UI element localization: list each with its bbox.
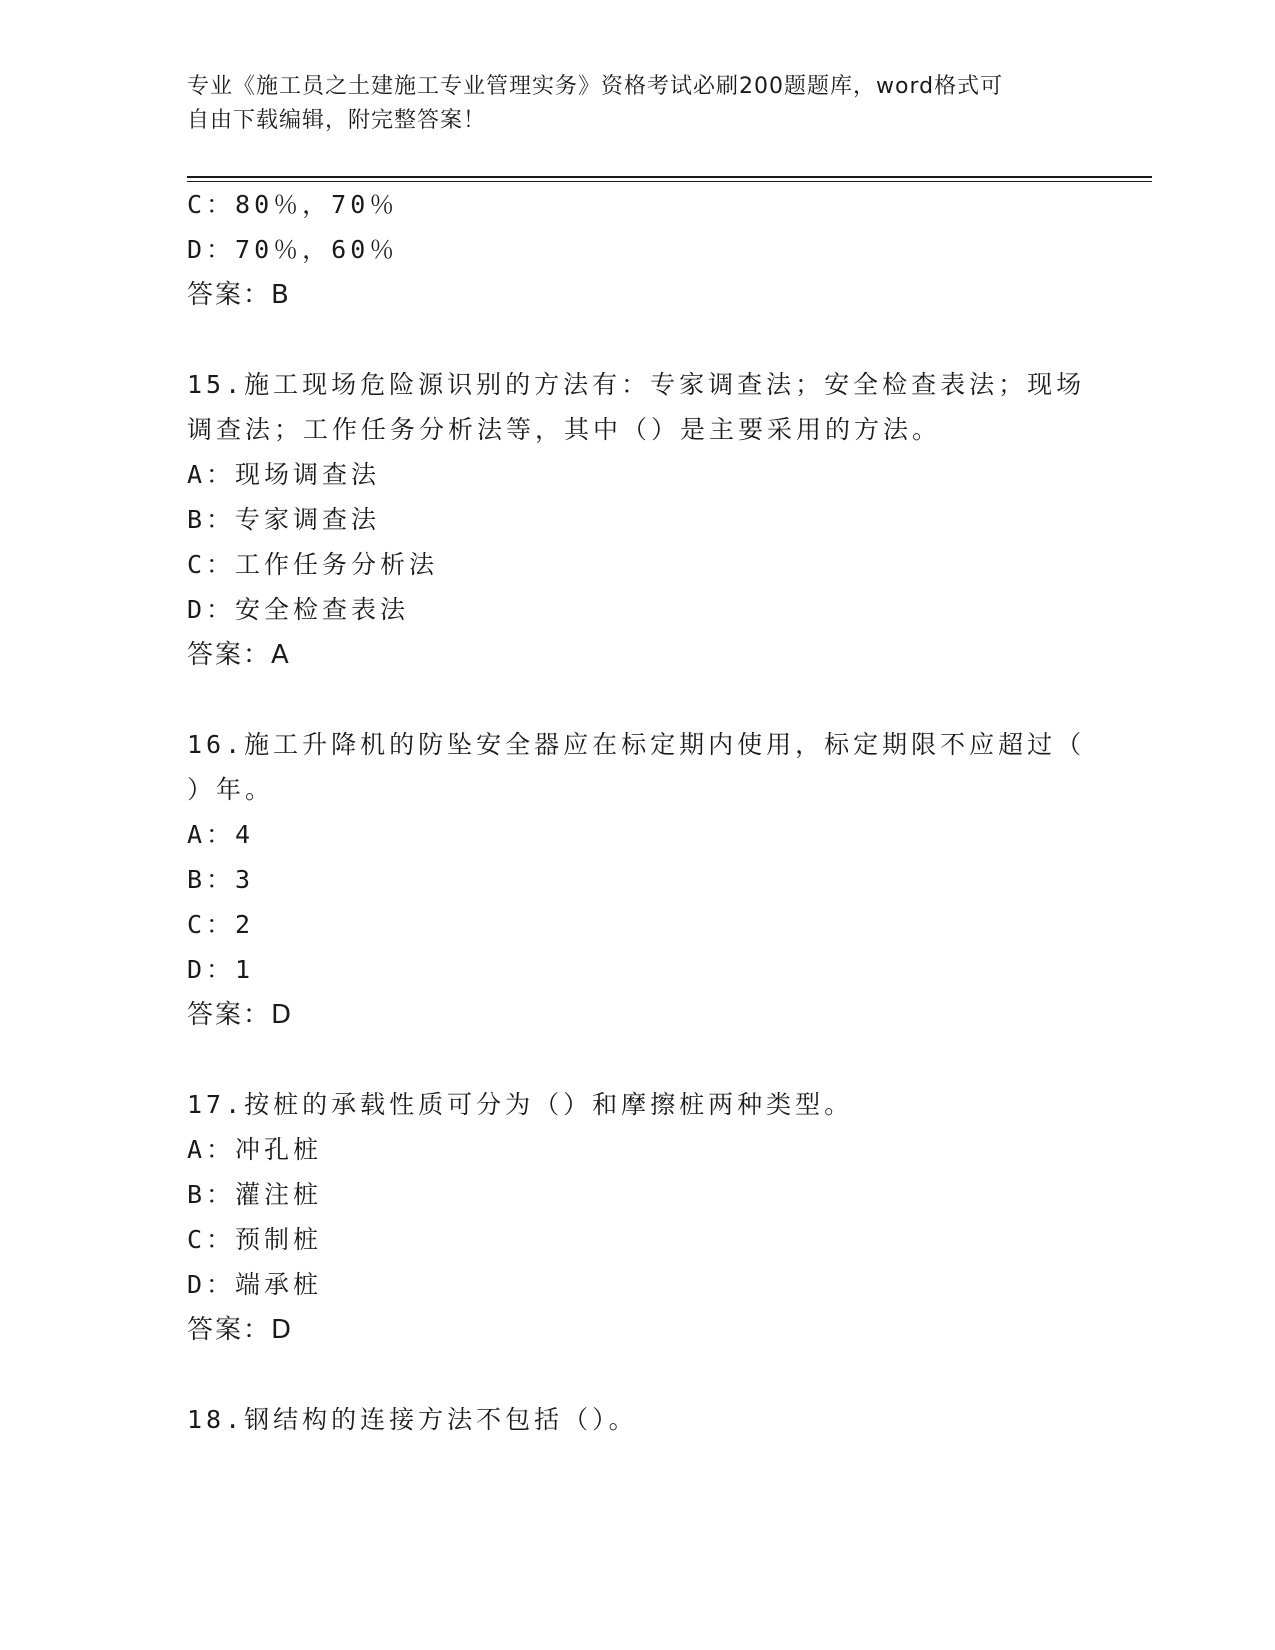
header-line-1: 专业《施工员之土建施工专业管理实务》资格考试必刷200题题库，word格式可 [187,74,1004,99]
q15-option-d: D：安全检查表法 [187,595,410,624]
q15-question-line-1: 15.施工现场危险源识别的方法有：专家调查法；安全检查表法；现场 [187,370,1086,399]
q15-option-b: B：专家调查法 [187,505,381,534]
q15-option-c: C：工作任务分析法 [187,550,439,579]
q17-answer: 答案：D [187,1315,294,1345]
q15-question-line-2: 调查法；工作任务分析法等，其中（）是主要采用的方法。 [187,415,942,444]
q16-answer: 答案：D [187,1000,294,1030]
q16-option-c: C：2 [187,910,255,939]
header-line-2: 自由下载编辑，附完整答案！ [187,108,487,133]
q15-answer: 答案：A [187,640,291,670]
q15-option-a: A：现场调查法 [187,460,381,489]
q16-option-d: D：1 [187,955,255,984]
q16-option-b: B：3 [187,865,255,894]
q14-answer: 答案：B [187,280,291,310]
q16-question-line-2: ）年。 [187,775,275,804]
q17-option-c: C：预制桩 [187,1225,323,1254]
q16-question-line-1: 16.施工升降机的防坠安全器应在标定期内使用，标定期限不应超过（ [187,730,1086,759]
q17-option-a: A：冲孔桩 [187,1135,323,1164]
header-divider-thin [187,181,1152,182]
page-header [187,70,1067,138]
q18-question-line-1: 18.钢结构的连接方法不包括（）。 [187,1405,638,1434]
q14-option-d: D：70％，60％ [187,235,399,264]
q16-option-a: A：4 [187,820,255,849]
q17-option-d: D：端承桩 [187,1270,323,1299]
q17-option-b: B：灌注桩 [187,1180,323,1209]
header-divider-thick [187,176,1152,178]
q17-question-line-1: 17.按桩的承载性质可分为（）和摩擦桩两种类型。 [187,1090,854,1119]
q14-option-c: C：80％，70％ [187,190,399,219]
